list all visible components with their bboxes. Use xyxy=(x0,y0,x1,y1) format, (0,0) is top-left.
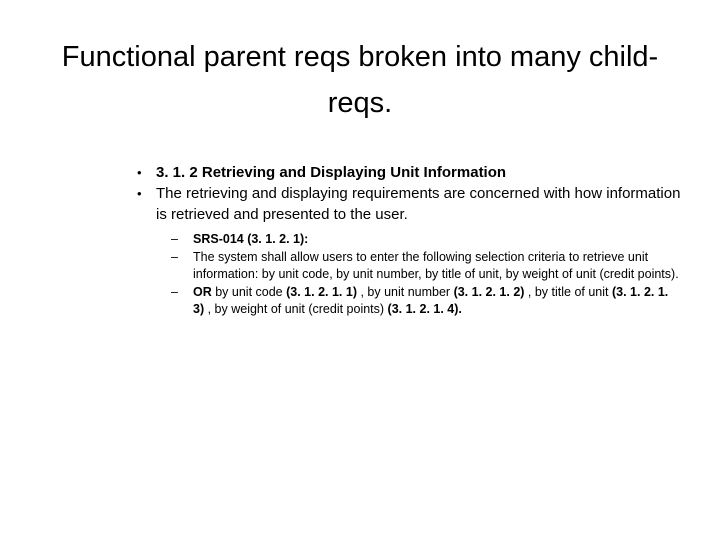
child-req-ref: (3. 1. 2. 1. 4) xyxy=(387,302,459,316)
bullet-dot-icon: • xyxy=(137,165,142,180)
child-req-ref: (3. 1. 2. 1. 3) xyxy=(193,284,669,316)
or-label: OR xyxy=(193,284,212,299)
dash-icon: – xyxy=(171,284,178,299)
section-heading: 3. 1. 2 Retrieving and Displaying Unit Information xyxy=(156,164,507,181)
slide-body xyxy=(137,162,682,319)
bullet-item xyxy=(137,162,682,183)
requirement-id: SRS-014 (3. 1. 2. 1): xyxy=(193,232,309,246)
sub-bullet-item xyxy=(167,231,682,249)
sub-bullet-item xyxy=(167,284,682,319)
child-req-ref: (3. 1. 2. 1. 1) xyxy=(286,284,357,299)
or-text-end: . xyxy=(458,302,462,316)
slide-title: Functional parent reqs broken into many child-reqs. xyxy=(61,41,659,119)
bullet-text: The retrieving and displaying requirements are concerned with how information is retrieved and presented to the user. xyxy=(156,185,681,223)
dash-icon: – xyxy=(171,249,178,264)
or-text-part: by unit code xyxy=(211,284,287,299)
requirement-text: The system shall allow users to enter the following selection criteria to retrieve unit information: by unit code, by unit number, by title of unit, by weight of unit (credit points). xyxy=(193,249,679,281)
child-req-ref: (3. 1. 2. 1. 2) xyxy=(453,284,525,299)
sub-bullet-list xyxy=(137,231,682,319)
or-text-part: , by weight of unit (credit points) xyxy=(204,302,388,316)
bullet-dot-icon: • xyxy=(137,186,142,201)
dash-icon: – xyxy=(171,232,178,246)
bullet-item xyxy=(137,183,682,225)
or-text-part: , by title of unit xyxy=(524,284,612,299)
sub-bullet-item xyxy=(167,249,682,284)
or-text-part: , by unit number xyxy=(356,284,454,299)
